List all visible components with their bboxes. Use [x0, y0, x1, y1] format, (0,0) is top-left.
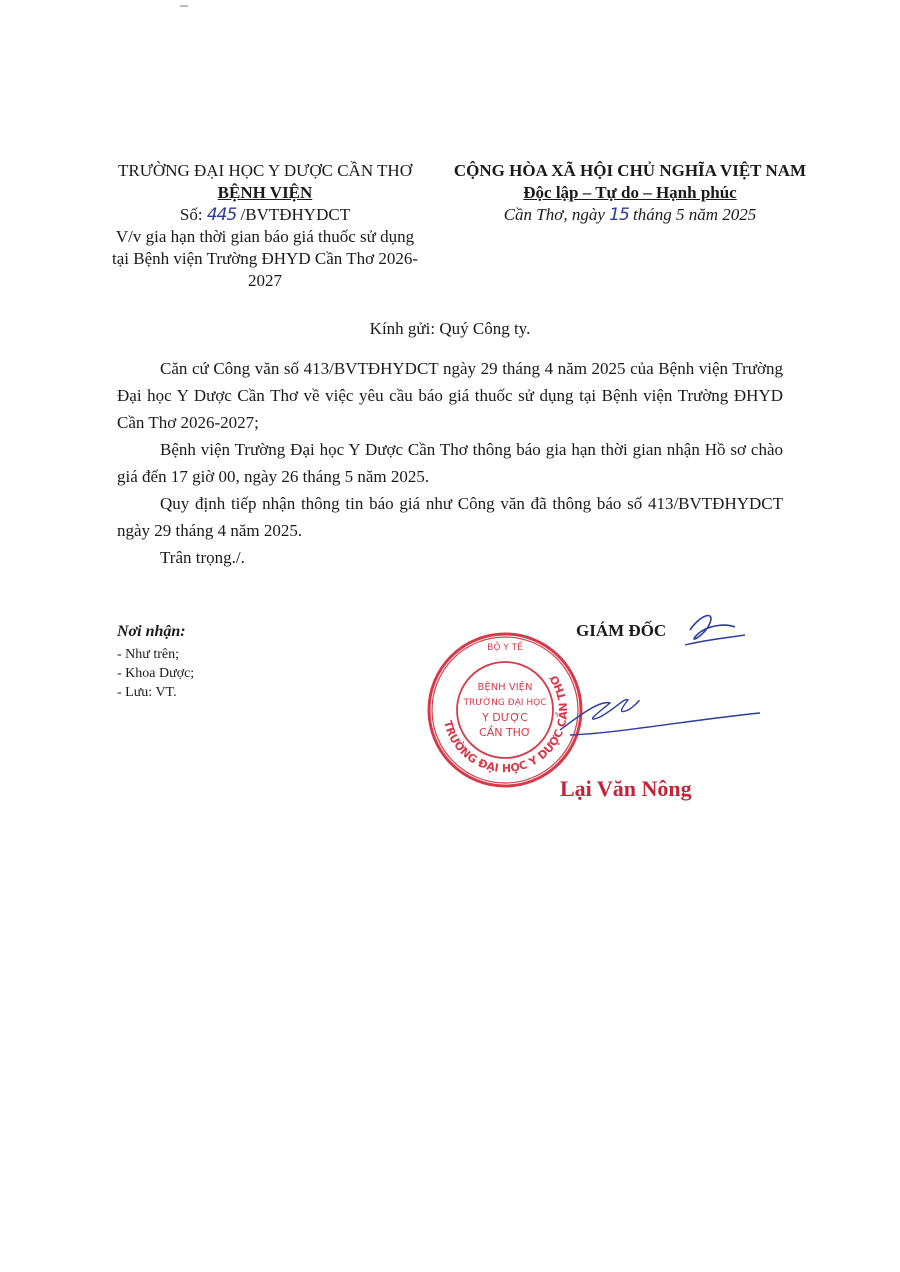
handwritten-number: 445 [206, 205, 237, 226]
subject-line-2: tại Bệnh viện Trường ĐHYD Cần Thơ 2026- [112, 249, 418, 269]
subject-line-1: V/v gia hạn thời gian báo giá thuốc sử dụng [115, 227, 415, 247]
seal-ring-text: TRƯỜNG ĐẠI HỌC Y DƯỢC CẦN THƠ [441, 672, 571, 776]
seal-top-text: BỘ Y TẾ [487, 643, 523, 653]
header-left [100, 160, 430, 293]
signer-name: Lại Văn Nông [560, 776, 692, 801]
seal-inner-4: CẦN THƠ [479, 726, 531, 739]
scan-mark [180, 5, 188, 7]
closing-line: Trân trọng./. [160, 548, 245, 567]
recipient-item: - Khoa Dược; [117, 664, 377, 683]
recipient-item: - Như trên; [117, 645, 377, 664]
body-paragraph: Căn cứ Công văn số 413/BVTĐHYDCT ngày 29 tháng 4 năm 2025 của Bệnh viện Trường Đại học Y Dược Cần Thơ về việc yêu cầu báo giá thuốc sử dụng tại Bệnh viện Trường ĐHYD Cần Thơ 2026-2027; [117, 359, 783, 432]
seal-inner-3: Y DƯỢC [482, 711, 528, 724]
recipients-title: Nơi nhận: [117, 623, 186, 640]
document-number: Số: 445 /BVTĐHYDCT [179, 205, 351, 226]
recipients-list [117, 622, 377, 702]
seal-inner-1: BỆNH VIỆN [477, 682, 533, 693]
handwritten-day: 15 [609, 205, 629, 226]
body-paragraph: Quy định tiếp nhận thông tin báo giá như Công văn đã thông báo số 413/BVTĐHYDCT ngày 29 tháng 4 năm 2025. [117, 494, 783, 540]
institution-name: TRƯỜNG ĐẠI HỌC Y DƯỢC CẦN THƠ [118, 161, 412, 180]
handwritten-signature [540, 605, 770, 755]
seal-inner-2: TRƯỜNG ĐẠI HỌC [463, 698, 547, 708]
signer-title: GIÁM ĐỐC [576, 621, 667, 640]
document-date: Cần Thơ, ngày 15 tháng 5 năm 2025 [503, 205, 757, 226]
recipient-item: - Lưu: VT. [117, 683, 377, 702]
unit-name: BỆNH VIỆN [217, 183, 313, 203]
header-right [440, 160, 820, 226]
subject-line-3: 2027 [248, 271, 282, 291]
recipient-line: Kính gửi: Quý Công ty. [369, 319, 531, 338]
national-motto: Độc lập – Tự do – Hạnh phúc [523, 183, 737, 203]
body-paragraph: Bệnh viện Trường Đại học Y Dược Cần Thơ thông báo gia hạn thời gian nhận Hồ sơ chào giá đến 17 giờ 00, ngày 26 tháng 5 năm 2025. [117, 440, 783, 486]
country-name: CỘNG HÒA XÃ HỘI CHỦ NGHĨA VIỆT NAM [453, 161, 807, 180]
letter-body [117, 355, 783, 571]
